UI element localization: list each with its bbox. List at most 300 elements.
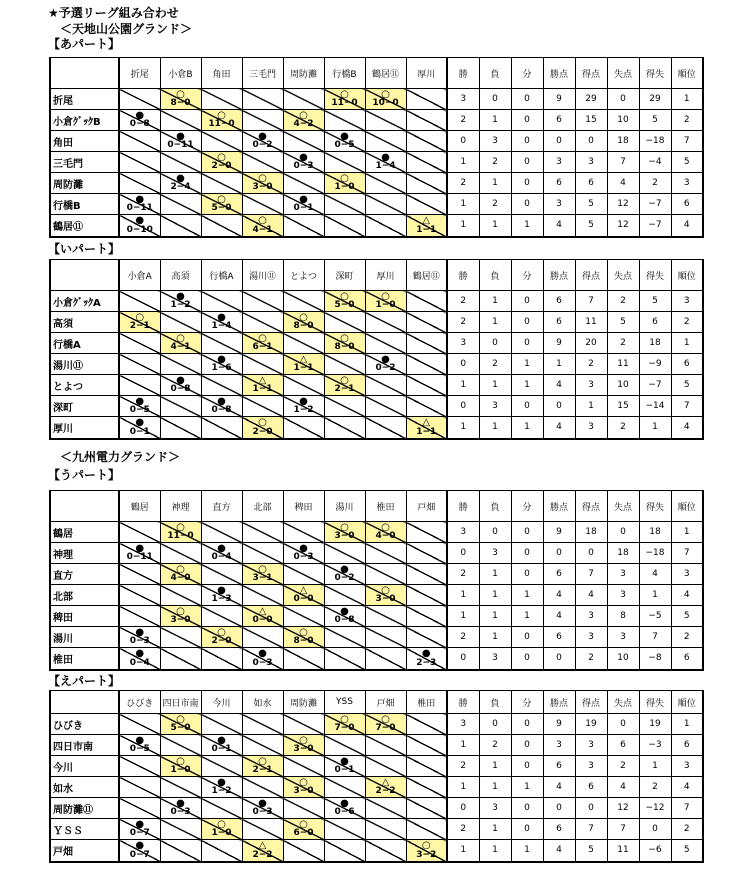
stat-value: 4 xyxy=(607,173,639,194)
stat-value: 2 xyxy=(479,735,511,756)
self-cell xyxy=(119,89,160,110)
team-name: 鶴居⑪ xyxy=(50,215,119,237)
match-score: 3−0 xyxy=(375,594,396,604)
match-cell xyxy=(365,173,406,194)
stat-value: 2 xyxy=(447,312,479,333)
result-mark: ● xyxy=(340,798,349,809)
stat-value: 6 xyxy=(671,648,703,670)
match-score: 3−0 xyxy=(293,786,314,796)
match-score: 1−2 xyxy=(293,405,314,415)
stat-value: 1 xyxy=(479,215,511,237)
match-score: 1−6 xyxy=(211,363,232,373)
team-row xyxy=(50,194,703,215)
stat-value: 7 xyxy=(671,543,703,564)
match-score: 5−0 xyxy=(211,203,232,213)
match-score: 4−1 xyxy=(252,224,273,235)
column-team: 行橋A xyxy=(201,260,242,291)
stat-value: 6 xyxy=(543,173,575,194)
stat-header: 得点 xyxy=(575,260,607,291)
result-mark: ● xyxy=(217,396,226,407)
stat-value: 7 xyxy=(607,152,639,173)
match-cell xyxy=(406,417,447,439)
team-name: 北部 xyxy=(50,585,119,606)
result-mark: ● xyxy=(135,735,145,746)
match-score: 1−0 xyxy=(211,828,232,838)
stat-value: 0 xyxy=(479,522,511,543)
result-mark: △ xyxy=(422,417,431,428)
stat-value: 7 xyxy=(671,798,703,819)
stat-header: 失点 xyxy=(607,691,639,714)
match-score: 4−2 xyxy=(293,119,314,129)
stat-value: 5 xyxy=(671,840,703,862)
stat-value: 5 xyxy=(671,375,703,396)
stat-value: 9 xyxy=(543,333,575,354)
match-cell xyxy=(160,606,201,627)
stat-value: 10 xyxy=(607,110,639,131)
stat-value: 3 xyxy=(543,735,575,756)
match-score: 0−4 xyxy=(211,552,232,562)
stat-value: 4 xyxy=(671,777,703,798)
stat-value: 4 xyxy=(639,564,671,585)
league-heading-i: 【いパート】 xyxy=(48,242,121,256)
stat-value: 0 xyxy=(543,396,575,417)
stat-value: 6 xyxy=(575,173,607,194)
match-cell xyxy=(201,606,242,627)
stat-header: 得失 xyxy=(639,58,671,89)
stat-header: 勝点 xyxy=(543,491,575,522)
match-score: 0−8 xyxy=(129,119,150,129)
column-team: 周防灘 xyxy=(283,58,324,89)
match-score: 2−0 xyxy=(252,426,273,437)
match-score: 4−1 xyxy=(170,342,191,352)
match-cell xyxy=(201,522,242,543)
stat-value: 0 xyxy=(511,110,543,131)
result-mark: ● xyxy=(135,215,145,226)
stat-value: 1 xyxy=(511,840,543,862)
result-mark: ○ xyxy=(340,333,349,344)
result-mark: ○ xyxy=(381,522,390,533)
match-cell xyxy=(406,648,447,670)
stat-value: 1 xyxy=(511,777,543,798)
stat-value: 9 xyxy=(543,522,575,543)
stat-value: 3 xyxy=(479,131,511,152)
header-row xyxy=(50,58,703,89)
stat-value: 2 xyxy=(447,627,479,648)
stat-value: 6 xyxy=(543,110,575,131)
team-row xyxy=(50,819,703,840)
result-mark: ● xyxy=(340,606,349,617)
match-score: 11−0 xyxy=(167,531,194,541)
stat-value: 12 xyxy=(607,215,639,237)
self-cell xyxy=(324,194,365,215)
match-score: 2−1 xyxy=(129,321,150,331)
match-score: 0−7 xyxy=(129,849,150,860)
column-team: 鶴居⑪ xyxy=(406,260,447,291)
stat-value: 2 xyxy=(639,777,671,798)
team-name: 四日市南 xyxy=(50,735,119,756)
stat-value: 5 xyxy=(671,152,703,173)
match-cell xyxy=(283,756,324,777)
result-mark: ○ xyxy=(176,522,185,533)
match-cell xyxy=(242,131,283,152)
match-cell xyxy=(283,312,324,333)
match-cell xyxy=(160,354,201,375)
stat-value: 5 xyxy=(639,291,671,312)
match-cell xyxy=(406,89,447,110)
match-cell xyxy=(365,152,406,173)
match-cell xyxy=(324,840,365,862)
result-mark: ○ xyxy=(381,291,390,302)
stat-header: 負 xyxy=(479,491,511,522)
column-team: とよつ xyxy=(283,260,324,291)
match-score: 3−1 xyxy=(252,573,273,583)
team-name: 湯川 xyxy=(50,627,119,648)
match-cell xyxy=(119,375,160,396)
result-mark: ● xyxy=(135,194,145,205)
stat-value: 4 xyxy=(671,215,703,237)
result-mark: ○ xyxy=(176,89,185,100)
match-cell xyxy=(365,110,406,131)
stat-value: 2 xyxy=(671,110,703,131)
match-cell xyxy=(283,354,324,375)
self-cell xyxy=(365,648,406,670)
result-mark: ● xyxy=(176,798,185,809)
match-score: 6−1 xyxy=(252,342,273,352)
match-cell xyxy=(242,333,283,354)
stat-value: −18 xyxy=(639,131,671,152)
match-cell xyxy=(365,291,406,312)
team-name: ひびき xyxy=(50,714,119,735)
match-cell xyxy=(160,756,201,777)
result-mark: ○ xyxy=(217,819,226,830)
match-cell xyxy=(406,606,447,627)
match-cell xyxy=(201,585,242,606)
match-cell xyxy=(365,564,406,585)
result-mark: ○ xyxy=(217,110,226,121)
stat-value: 6 xyxy=(671,194,703,215)
match-score: 2−2 xyxy=(375,786,396,796)
match-cell xyxy=(201,798,242,819)
stat-value: 6 xyxy=(575,777,607,798)
team-row xyxy=(50,215,703,237)
stat-value: 0 xyxy=(447,354,479,375)
self-cell xyxy=(160,543,201,564)
match-score: 1−2 xyxy=(170,300,191,310)
match-cell xyxy=(119,194,160,215)
stat-value: 2 xyxy=(447,173,479,194)
stat-value: 6 xyxy=(607,735,639,756)
team-row xyxy=(50,756,703,777)
match-cell xyxy=(406,777,447,798)
stat-value: 8 xyxy=(607,606,639,627)
result-mark: ○ xyxy=(258,417,267,428)
stat-header: 負 xyxy=(479,260,511,291)
result-mark: ● xyxy=(135,648,145,659)
stat-value: 1 xyxy=(511,585,543,606)
stat-value: 3 xyxy=(543,152,575,173)
stat-value: 3 xyxy=(447,89,479,110)
team-row xyxy=(50,131,703,152)
match-score: 0−11 xyxy=(126,203,153,213)
result-mark: ○ xyxy=(135,312,145,323)
stat-value: 1 xyxy=(447,152,479,173)
stat-value: −5 xyxy=(639,606,671,627)
stat-value: 0 xyxy=(511,312,543,333)
stat-value: 0 xyxy=(447,543,479,564)
match-cell xyxy=(242,840,283,862)
match-score: 8−0 xyxy=(293,636,314,646)
stat-header: 失点 xyxy=(607,491,639,522)
stat-value: 2 xyxy=(575,648,607,670)
team-name: 小倉ｸﾞｯｸA xyxy=(50,291,119,312)
match-cell xyxy=(365,543,406,564)
stat-value: 0 xyxy=(511,131,543,152)
match-cell xyxy=(324,756,365,777)
stat-header: 勝 xyxy=(447,691,479,714)
stat-value: 18 xyxy=(575,522,607,543)
match-cell xyxy=(324,735,365,756)
league-heading-e: 【えパート】 xyxy=(48,674,121,688)
match-cell xyxy=(365,627,406,648)
team-row xyxy=(50,152,703,173)
stat-value: 0 xyxy=(447,131,479,152)
self-cell xyxy=(160,110,201,131)
stat-value: 1 xyxy=(543,354,575,375)
stat-value: 0 xyxy=(511,714,543,735)
stat-value: 0 xyxy=(447,648,479,670)
match-score: 8−0 xyxy=(334,342,355,352)
stat-header: 失点 xyxy=(607,260,639,291)
venue-heading-tenchiyama: ＜天地山公園グランド＞ xyxy=(60,22,193,36)
stat-value: 1 xyxy=(447,375,479,396)
result-mark: △ xyxy=(299,585,308,596)
match-cell xyxy=(324,89,365,110)
stat-value: 0 xyxy=(511,756,543,777)
column-team: 角田 xyxy=(201,58,242,89)
team-row xyxy=(50,522,703,543)
stat-value: 0 xyxy=(511,89,543,110)
stat-value: 2 xyxy=(607,417,639,439)
column-team: 厚川 xyxy=(406,58,447,89)
match-cell xyxy=(160,840,201,862)
match-cell xyxy=(283,714,324,735)
result-mark: ○ xyxy=(176,564,185,575)
match-cell xyxy=(201,173,242,194)
match-cell xyxy=(242,735,283,756)
self-cell xyxy=(160,312,201,333)
match-cell xyxy=(119,756,160,777)
result-mark: ● xyxy=(135,417,145,428)
stat-value: 3 xyxy=(575,627,607,648)
match-cell xyxy=(160,819,201,840)
match-score: 3−2 xyxy=(416,849,437,860)
match-cell xyxy=(365,333,406,354)
team-name: 周防灘⑪ xyxy=(50,798,119,819)
match-score: 11−0 xyxy=(208,119,235,129)
result-mark: ● xyxy=(217,312,226,323)
match-cell xyxy=(283,396,324,417)
match-cell xyxy=(119,396,160,417)
match-score: 6−0 xyxy=(293,828,314,838)
match-cell xyxy=(119,819,160,840)
stat-value: 11 xyxy=(607,840,639,862)
stat-header: 負 xyxy=(479,58,511,89)
result-mark: ○ xyxy=(217,152,226,163)
stat-value: 0 xyxy=(639,819,671,840)
match-score: 0−3 xyxy=(129,636,150,646)
match-cell xyxy=(283,194,324,215)
match-cell xyxy=(201,777,242,798)
stat-value: 0 xyxy=(511,522,543,543)
stat-value: 0 xyxy=(607,89,639,110)
match-cell xyxy=(160,215,201,237)
result-mark: ○ xyxy=(299,777,308,788)
stat-value: 6 xyxy=(671,354,703,375)
column-team: 鶴居⑪ xyxy=(365,58,406,89)
match-cell xyxy=(365,194,406,215)
match-cell xyxy=(242,375,283,396)
match-score: 8−0 xyxy=(293,321,314,331)
stat-value: 0 xyxy=(543,131,575,152)
corner-cell xyxy=(50,691,119,714)
team-row xyxy=(50,714,703,735)
match-score: 0−3 xyxy=(170,807,191,817)
self-cell xyxy=(324,819,365,840)
stat-value: 2 xyxy=(575,354,607,375)
column-team: 四日市南 xyxy=(160,691,201,714)
stat-value: 5 xyxy=(639,110,671,131)
stat-value: 1 xyxy=(671,522,703,543)
stat-value: 0 xyxy=(543,543,575,564)
match-cell xyxy=(324,110,365,131)
stat-value: 3 xyxy=(479,798,511,819)
match-cell xyxy=(365,819,406,840)
match-cell xyxy=(324,585,365,606)
result-mark: △ xyxy=(422,215,431,226)
self-cell xyxy=(160,735,201,756)
match-cell xyxy=(324,312,365,333)
corner-cell xyxy=(50,491,119,522)
match-cell xyxy=(119,840,160,862)
stat-header: 失点 xyxy=(607,58,639,89)
team-name: 如水 xyxy=(50,777,119,798)
match-cell xyxy=(160,564,201,585)
result-mark: ● xyxy=(176,291,185,302)
stat-value: 4 xyxy=(543,417,575,439)
stat-value: 0 xyxy=(607,522,639,543)
column-team: 小倉B xyxy=(160,58,201,89)
team-name: 稗田 xyxy=(50,606,119,627)
team-row xyxy=(50,840,703,862)
self-cell xyxy=(242,354,283,375)
stat-value: 6 xyxy=(543,564,575,585)
match-cell xyxy=(201,627,242,648)
match-cell xyxy=(283,648,324,670)
stat-value: 7 xyxy=(671,396,703,417)
match-score: 2−3 xyxy=(416,657,437,668)
match-score: 0−3 xyxy=(252,807,273,817)
match-cell xyxy=(160,522,201,543)
stat-header: 得失 xyxy=(639,691,671,714)
stat-value: 0 xyxy=(447,396,479,417)
stat-value: 11 xyxy=(575,312,607,333)
stat-header: 勝 xyxy=(447,58,479,89)
match-score: 5−0 xyxy=(170,723,191,733)
match-cell xyxy=(201,312,242,333)
match-cell xyxy=(406,194,447,215)
match-cell xyxy=(406,215,447,237)
result-mark: ○ xyxy=(299,627,308,638)
result-mark: ● xyxy=(340,564,349,575)
team-name: ＹＳＳ xyxy=(50,819,119,840)
result-mark: ○ xyxy=(340,291,349,302)
stat-header: 勝点 xyxy=(543,260,575,291)
match-score: 4−0 xyxy=(375,531,396,541)
match-cell xyxy=(201,735,242,756)
self-cell xyxy=(201,756,242,777)
match-cell xyxy=(160,291,201,312)
stat-value: 29 xyxy=(575,89,607,110)
match-cell xyxy=(242,110,283,131)
match-score: 1−0 xyxy=(375,300,396,310)
team-row xyxy=(50,375,703,396)
result-mark: ○ xyxy=(217,194,226,205)
match-cell xyxy=(283,333,324,354)
match-cell xyxy=(160,585,201,606)
column-team: 鶴居 xyxy=(119,491,160,522)
stat-value: 6 xyxy=(543,291,575,312)
result-mark: △ xyxy=(381,777,390,788)
column-team: 高須 xyxy=(160,260,201,291)
match-cell xyxy=(119,333,160,354)
stat-value: 3 xyxy=(607,627,639,648)
match-cell xyxy=(201,417,242,439)
self-cell xyxy=(324,627,365,648)
stat-value: 7 xyxy=(639,627,671,648)
stat-value: 0 xyxy=(511,194,543,215)
match-score: 2−1 xyxy=(334,384,355,394)
match-score: 2−1 xyxy=(252,765,273,775)
stat-value: 4 xyxy=(543,375,575,396)
stat-header: 得点 xyxy=(575,691,607,714)
match-cell xyxy=(406,714,447,735)
stat-value: 2 xyxy=(447,756,479,777)
self-cell xyxy=(201,564,242,585)
match-score: 0−10 xyxy=(126,224,153,235)
match-score: 1−1 xyxy=(252,384,273,394)
result-mark: ○ xyxy=(299,819,308,830)
stat-value: 18 xyxy=(639,522,671,543)
result-mark: ○ xyxy=(176,714,185,725)
stat-value: 1 xyxy=(479,173,511,194)
stat-value: 7 xyxy=(671,131,703,152)
match-cell xyxy=(119,627,160,648)
stat-header: 順位 xyxy=(671,491,703,522)
stat-header: 順位 xyxy=(671,58,703,89)
stat-header: 分 xyxy=(511,691,543,714)
match-cell xyxy=(406,756,447,777)
match-cell xyxy=(160,417,201,439)
team-row xyxy=(50,798,703,819)
result-mark: ○ xyxy=(258,215,267,226)
match-cell xyxy=(406,840,447,862)
match-cell xyxy=(160,648,201,670)
result-mark: ○ xyxy=(176,606,185,617)
stat-value: 1 xyxy=(671,333,703,354)
stat-value: 0 xyxy=(511,627,543,648)
stat-value: 1 xyxy=(511,375,543,396)
team-name: 三毛門 xyxy=(50,152,119,173)
